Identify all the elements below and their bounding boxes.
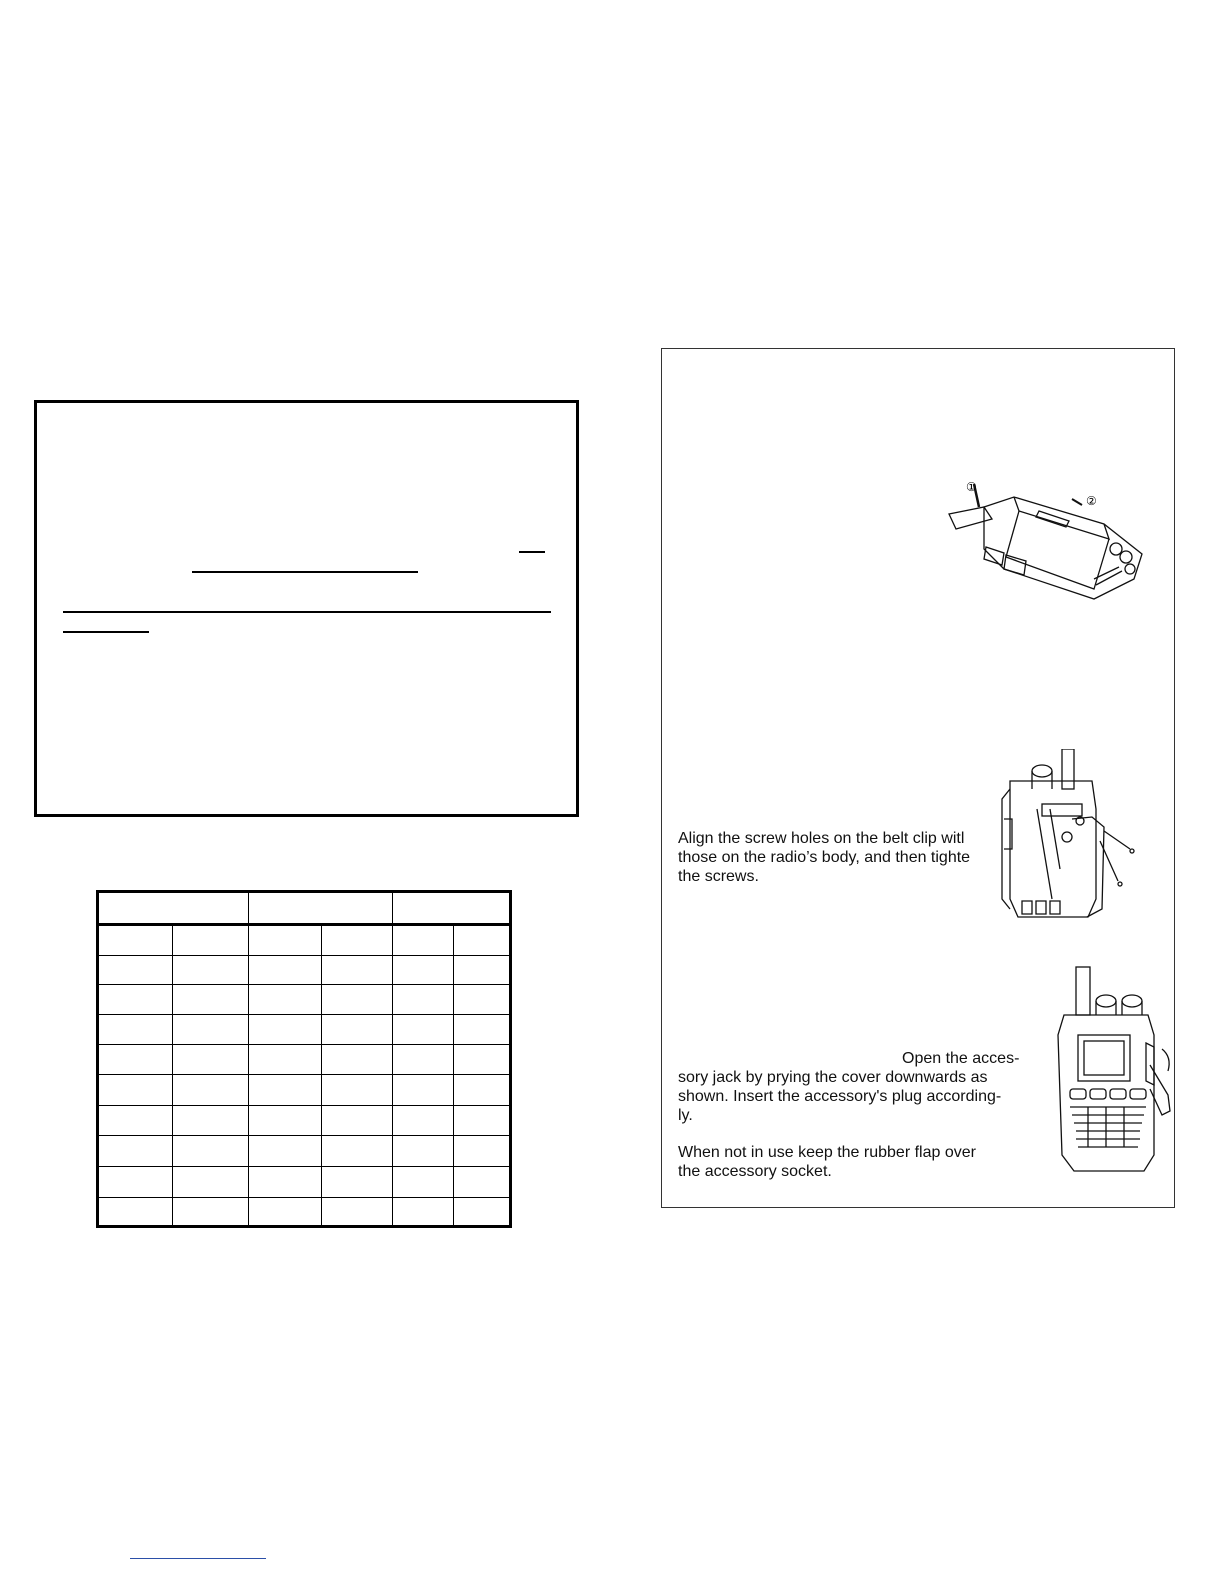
belt-clip-illustration: [992, 749, 1142, 919]
table-row-line: [99, 1135, 509, 1136]
table-header-divider: [392, 893, 393, 925]
accessory-jack-line-1: Open the acces-: [902, 1050, 1020, 1067]
belt-clip-line-2: those on the radio’s body, and then tighte: [678, 849, 971, 866]
table-header-rule: [99, 923, 509, 926]
accessory-jack-line-2: sory jack by prying the cover downwards as: [678, 1069, 988, 1086]
accessory-jack-illustration: [1050, 965, 1176, 1175]
table-column-line: [453, 926, 454, 1228]
accessory-note-line-1: When not in use keep the rubber flap over: [678, 1144, 976, 1161]
accessories-box: [661, 348, 1175, 1208]
table-row-line: [99, 955, 509, 956]
table-row-line: [99, 1044, 509, 1045]
table-column-line: [248, 926, 249, 1228]
underline-mark: [519, 551, 545, 553]
accessory-note-line-2: the accessory socket.: [678, 1163, 832, 1180]
table-row-line: [99, 1105, 509, 1106]
table-column-line: [172, 926, 173, 1228]
table-row-line: [99, 1074, 509, 1075]
table-row-line: [99, 1197, 509, 1198]
table-header-divider: [248, 893, 249, 925]
data-table: [96, 890, 512, 1228]
table-row-line: [99, 1166, 509, 1167]
callout-two: ②: [1086, 494, 1097, 508]
battery-attach-illustration: [944, 479, 1144, 609]
accessory-jack-line-4: ly.: [678, 1107, 693, 1124]
underline-mark: [192, 571, 418, 573]
table-row-line: [99, 1014, 509, 1015]
footer-link-underline: [130, 1558, 266, 1559]
table-row-line: [99, 984, 509, 985]
table-column-line: [392, 926, 393, 1228]
belt-clip-line-3: the screws.: [678, 868, 759, 885]
accessory-jack-line-3: shown. Insert the accessory's plug according-: [678, 1088, 1002, 1105]
underline-mark: [63, 631, 149, 633]
table-column-line: [321, 926, 322, 1228]
underline-mark: [63, 611, 551, 613]
belt-clip-line-1: Align the screw holes on the belt clip witl: [678, 830, 965, 847]
callout-one: ①: [966, 480, 977, 494]
warning-box: [34, 400, 579, 817]
